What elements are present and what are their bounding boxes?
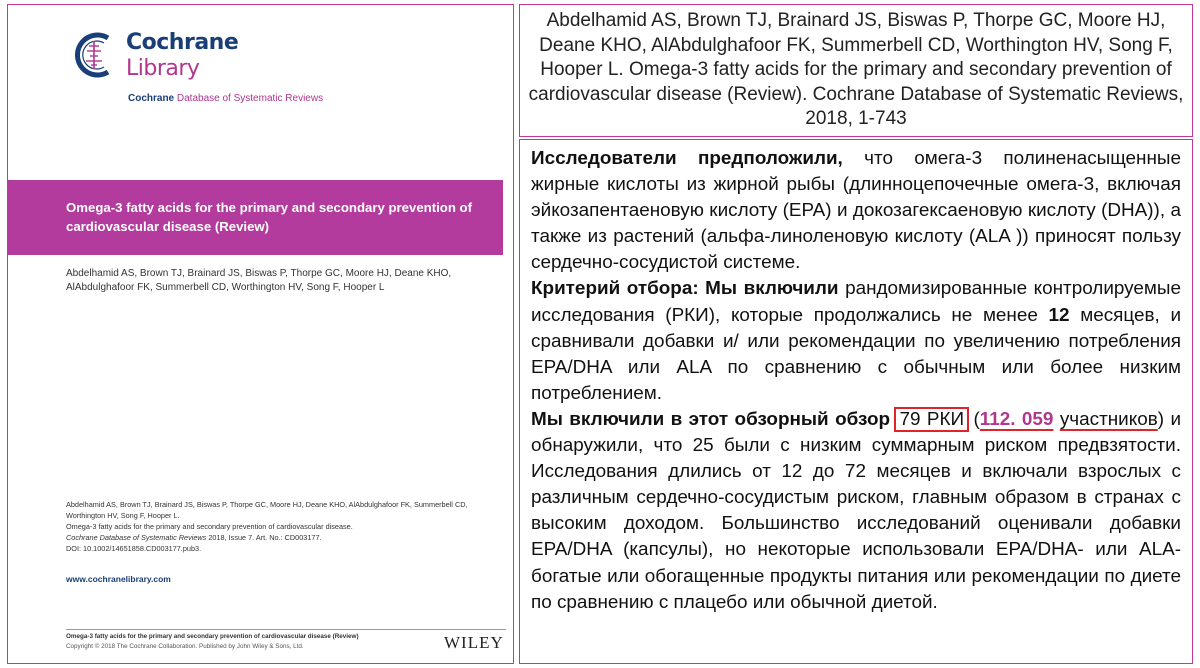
review-title: Omega-3 fatty acids for the primary and secondary prevention of cardiovascular disease (Review) [66,200,472,234]
reference-box [519,4,1193,137]
logo-wordmark-library: Library [126,56,200,81]
summary-hypothesis [531,146,1181,276]
cover-title-band [8,180,503,255]
results-heading: Мы включили в этот обзорный обзор [531,408,891,430]
summary-box [519,139,1193,664]
footer-title: Omega-3 fatty acids for the primary and secondary prevention of cardiovascular disease (Review) [66,633,359,640]
database-name [128,93,323,104]
criteria-text: рандомизированные контролируемые исследования (РКИ), которые продолжались не менее [531,278,1181,326]
citation-title: Omega-3 fatty acids for the primary and secondary prevention of cardiovascular disease. [66,522,353,531]
footer-divider [66,629,506,630]
cochrane-logo-icon [68,29,120,81]
citation-source [66,532,506,543]
results-text: ) и обнаружили, что 25 были с низким суммарным риском предвзятости. Исследования длились от 12 до 72 месяцев и включали взрослых с различным сердечно-сосудистым риском, главным образом в странах с высоким доходом. Большинство исследований оценивали добавки EPA/DHA (капсулы), но некоторые использовали EPA/DHA- или ALA-богатые или обогащенные продукты питания или рекомендации по диете по сравнению с плацебо или обычной диетой. [531,408,1182,613]
paren-open: ( [967,408,980,430]
cover-authors: Abdelhamid AS, Brown TJ, Brainard JS, Biswas P, Thorpe GC, Moore HJ, Deane KHO, AlAbdulghafoor FK, Summerbell CD, Worthington HV, Song F, Hooper L [66,268,452,293]
rct-count-highlight: 79 РКИ [896,409,967,430]
hypothesis-heading: Исследователи предположили, [531,148,843,169]
criteria-heading: Критерий отбора: Мы включили [531,278,839,300]
citation-authors: Abdelhamid AS, Brown TJ, Brainard JS, Biswas P, Thorpe GC, Moore HJ, Deane KHO, AlAbdulghafoor FK, Summerbell CD, Worthington HV, Song F, Hooper L. [66,500,468,520]
citation-doi: DOI: 10.1002/14651858.CD003177.pub3. [66,544,202,553]
reference-authors: Abdelhamid AS, Brown TJ, Brainard JS, Biswas P, Thorpe GC, Moore HJ, Deane KHO, AlAbdulghafoor FK, Summerbell CD, Worthington HV, Song F, Hooper L. [539,10,1173,80]
publisher-logo: WILEY [444,633,504,652]
database-subtitle: Database of Systematic Reviews [174,93,324,104]
reference-title: Omega-3 fatty acids for the primary and secondary prevention of cardiovascular disease (Review). Cochrane Database of Systematic Reviews, [528,59,1184,105]
cochrane-library-link[interactable]: www.cochranelibrary.com [66,574,171,584]
footer-copyright: Copyright © 2018 The Cochrane Collaboration. Published by John Wiley & Sons, Ltd. [66,643,304,650]
participants-word-highlight: участников [1059,408,1158,430]
reference-year: 2018 [805,108,848,129]
reference-text [528,9,1184,132]
participants-count-highlight: 112. 059 [979,408,1054,430]
summary-results [531,407,1181,616]
summary-criteria [531,276,1181,406]
hypothesis-text: что омега-3 полиненасыщенные жирные кислоты из жирной рыбы (длинноцепочечные омега-3, включая эйкозапентаеновую кислоту (EPA) и докозагексаеновую кислоту (DHA)), а также из растений (альфа-линоленовую кислоту (ALA )) приносят пользу сердечно-сосудистой системе. [531,148,1182,274]
logo-wordmark-cochrane: Cochrane [126,30,239,55]
database-brand: Cochrane [128,93,175,104]
cochrane-cover-page [7,4,514,664]
citation-block [66,499,506,554]
summary-text [531,146,1181,616]
citation-journal: Cochrane Database of Systematic Reviews [66,533,207,542]
criteria-text-continued: месяцев, и сравнивали добавки и/ или рекомендации по увеличению потребления EPA/DHA или ALA по сравнению с обычным или более низким потреблением. [531,304,1181,404]
criteria-months: 12 [1048,304,1070,326]
citation-issue: 2018, Issue 7. Art. No.: CD003177. [206,533,322,542]
reference-pages: , 1-743 [847,108,907,129]
